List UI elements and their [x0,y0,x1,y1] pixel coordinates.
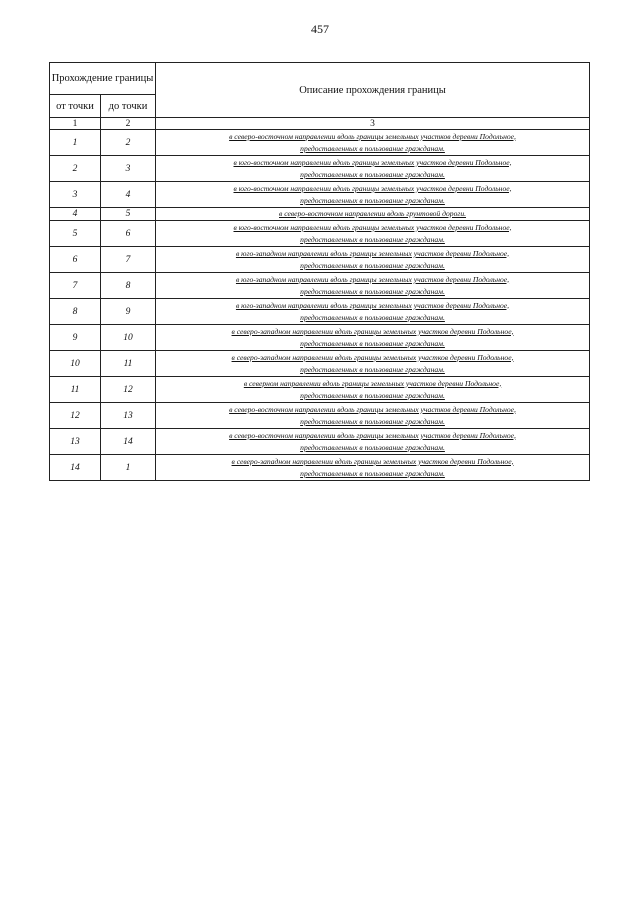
header-description: Описание прохождения границы [156,63,590,118]
from-point-cell: 13 [50,429,101,455]
table-row [50,182,590,208]
description-cell [156,403,590,429]
from-point-cell: 9 [50,325,101,351]
description-line: предоставленных в пользование гражданам. [300,234,445,244]
description-line: предоставленных в пользование гражданам. [300,286,445,296]
from-point-cell: 1 [50,130,101,156]
to-point-cell: 7 [101,247,156,273]
from-point-cell: 5 [50,221,101,247]
to-point-cell: 4 [101,182,156,208]
description-line: предоставленных в пользование гражданам. [300,338,445,348]
to-point-cell: 8 [101,273,156,299]
to-point-cell: 1 [101,455,156,481]
column-number-row [50,118,590,130]
description-line: в юго-западном направлении вдоль границы земельных участков деревни Подольное, [235,300,510,310]
description-line: предоставленных в пользование гражданам. [300,169,445,179]
table-row [50,429,590,455]
description-line: в северо-западном направлении вдоль границы земельных участков деревни Подольное, [231,456,514,466]
description-line: предоставленных в пользование гражданам. [300,195,445,205]
to-point-cell: 5 [101,208,156,221]
description-line: в северо-западном направлении вдоль границы земельных участков деревни Подольное, [231,326,514,336]
column-number: 3 [156,118,590,130]
table-row [50,208,590,221]
description-cell [156,325,590,351]
description-line: в северном направлении вдоль границы земельных участков деревни Подольное, [243,378,502,388]
description-cell [156,130,590,156]
description-line: предоставленных в пользование гражданам. [300,143,445,153]
description-cell [156,273,590,299]
to-point-cell: 6 [101,221,156,247]
description-line: в юго-западном направлении вдоль границы земельных участков деревни Подольное, [235,274,510,284]
description-cell [156,299,590,325]
table-row [50,377,590,403]
description-line: предоставленных в пользование гражданам. [300,442,445,452]
description-line: в северо-восточном направлении вдоль грунтовой дороги. [279,209,467,218]
table-body [50,130,590,481]
to-point-cell: 3 [101,156,156,182]
from-point-cell: 4 [50,208,101,221]
description-line: предоставленных в пользование гражданам. [300,364,445,374]
from-point-cell: 11 [50,377,101,403]
table-row [50,351,590,377]
page-number: 457 [311,22,329,36]
to-point-cell: 9 [101,299,156,325]
to-point-cell: 2 [101,130,156,156]
from-point-cell: 12 [50,403,101,429]
description-line: в северо-западном направлении вдоль границы земельных участков деревни Подольное, [231,352,514,362]
description-line: в юго-восточном направлении вдоль границы земельных участков деревни Подольное, [233,157,512,167]
from-point-cell: 10 [50,351,101,377]
from-point-cell: 14 [50,455,101,481]
table-row [50,325,590,351]
description-line: в северо-восточном направлении вдоль границы земельных участков деревни Подольное, [229,404,516,414]
header-boundary-passage: Прохождение границы [50,63,156,95]
description-cell [156,377,590,403]
description-cell [156,429,590,455]
description-cell [156,208,590,221]
from-point-cell: 3 [50,182,101,208]
description-line: в северо-восточном направлении вдоль границы земельных участков деревни Подольное, [229,131,516,141]
table-row [50,273,590,299]
description-cell [156,455,590,481]
boundary-table [49,62,590,481]
to-point-cell: 12 [101,377,156,403]
table-row [50,299,590,325]
table-row [50,455,590,481]
to-point-cell: 14 [101,429,156,455]
to-point-cell: 13 [101,403,156,429]
description-cell [156,156,590,182]
from-point-cell: 2 [50,156,101,182]
table-row [50,221,590,247]
from-point-cell: 7 [50,273,101,299]
to-point-cell: 11 [101,351,156,377]
description-cell [156,182,590,208]
column-number: 2 [101,118,156,130]
description-line: предоставленных в пользование гражданам. [300,468,445,478]
table-row [50,247,590,273]
description-line: предоставленных в пользование гражданам. [300,312,445,322]
table-row [50,403,590,429]
header-from-point: от точки [50,95,101,118]
table-row [50,156,590,182]
description-line: предоставленных в пользование гражданам. [300,416,445,426]
from-point-cell: 6 [50,247,101,273]
column-number: 1 [50,118,101,130]
description-cell [156,221,590,247]
description-cell [156,247,590,273]
description-line: предоставленных в пользование гражданам. [300,260,445,270]
description-cell [156,351,590,377]
description-line: в юго-восточном направлении вдоль границы земельных участков деревни Подольное, [233,222,512,232]
from-point-cell: 8 [50,299,101,325]
to-point-cell: 10 [101,325,156,351]
description-line: предоставленных в пользование гражданам. [300,390,445,400]
table-header [50,63,590,130]
description-line: в юго-восточном направлении вдоль границы земельных участков деревни Подольное, [233,183,512,193]
table-row [50,130,590,156]
description-line: в северо-восточном направлении вдоль границы земельных участков деревни Подольное, [229,430,516,440]
description-line: в юго-западном направлении вдоль границы земельных участков деревни Подольное, [235,248,510,258]
header-to-point: до точки [101,95,156,118]
